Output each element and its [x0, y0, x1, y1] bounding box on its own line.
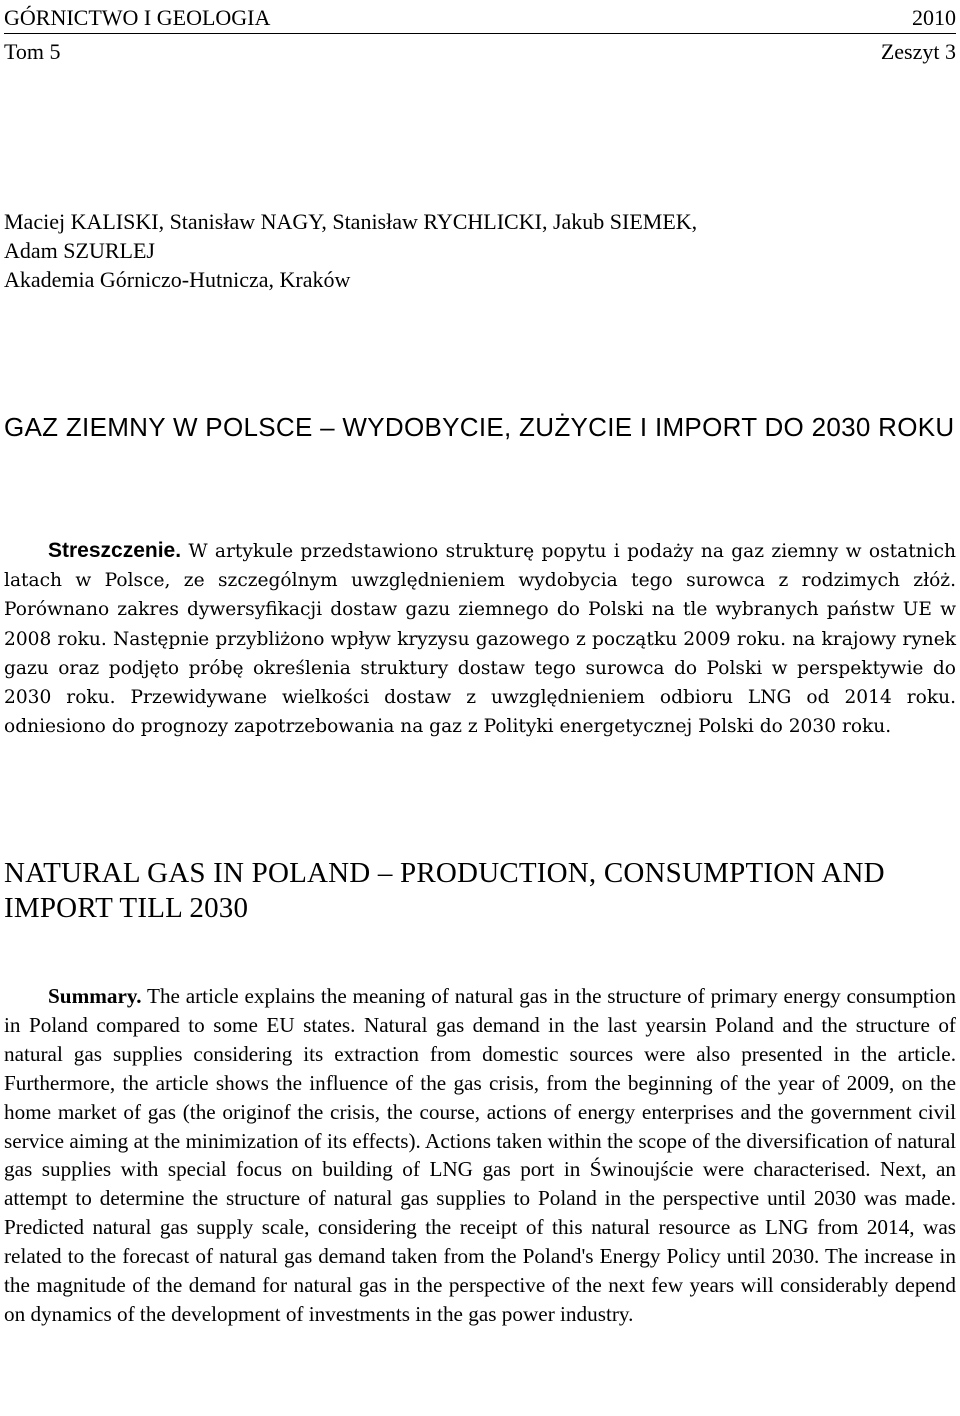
- polish-title: GAZ ZIEMNY W POLSCE – WYDOBYCIE, ZUŻYCIE I IMPORT DO 2030 ROKU: [4, 412, 955, 442]
- journal-volume: Tom 5: [4, 39, 61, 64]
- english-title: NATURAL GAS IN POLAND – PRODUCTION, CONSUMPTION AND IMPORT TILL 2030: [4, 857, 885, 924]
- polish-abstract-text: W artykule przedstawiono strukturę popytu i podaży na gaz ziemny w ostatnich latach w Polsce, ze szczególnym uwzględnieniem wydobycia tego surowca z rodzimych złóż. Porównano zakres dywersyfikacji dostaw gazu ziemnego do Polski na tle wybranych państw UE w 2008 roku. Następnie przybliżono wpływ kryzysu gazowego z początku 2009 roku. na krajowy rynek gazu oraz podjęto próbę określenia struktury dostaw tego surowca do Polski w perspektywie do 2030 roku. Przewidywane wielkości dostaw z uwzględnieniem odbioru LNG od 2014 roku. odniesiono do prognozy zapotrzebowania na gaz z Polityki energetycznej Polski do 2030 roku.: [4, 541, 956, 738]
- volume-issue-row: [4, 38, 956, 66]
- english-abstract-text: The article explains the meaning of natural gas in the structure of primary energy consumption in Poland compared to some EU states. Natural gas demand in the last yearsin Poland and the structure of natural gas supplies considering its extraction from domestic sources were also presented in the article. Furthermore, the article shows the influence of the gas crisis, from the beginning of the year of 2009, on the home market of gas (the originof the crisis, the course, actions of energy enterprises and the government civil service aiming at the minimization of its effects). Actions taken within the scope of the diversification of natural gas supplies with special focus on building of LNG gas port in Świnoujście were characterised. Next, an attempt to determine the structure of natural gas supplies to Poland in the perspective until 2030 was made. Predicted natural gas supply scale, considering the receipt of this natural resource as LNG from 2014, was related to the forecast of natural gas demand taken from the Poland's Energy Policy until 2030. The increase in the magnitude of the demand for natural gas in the perspective of the next few years will considerably depend on dynamics of the development of investments in the gas power industry.: [4, 984, 956, 1326]
- polish-abstract-label: Streszczenie.: [48, 539, 182, 562]
- english-abstract-label: Summary.: [48, 984, 142, 1008]
- author-names-line-1: Maciej KALISKI, Stanisław NAGY, Stanisław RYCHLICKI, Jakub SIEMEK,: [4, 209, 698, 234]
- journal-name: GÓRNICTWO I GEOLOGIA: [4, 5, 271, 30]
- english-abstract: [4, 982, 956, 1329]
- running-header: [4, 4, 956, 34]
- polish-abstract: [4, 536, 956, 741]
- journal-year: 2010: [912, 5, 956, 30]
- author-names-line-2: Adam SZURLEJ: [4, 238, 155, 263]
- author-block: [4, 207, 956, 294]
- author-affiliation: Akademia Górniczo-Hutnicza, Kraków: [4, 267, 351, 292]
- journal-issue: Zeszyt 3: [880, 39, 956, 64]
